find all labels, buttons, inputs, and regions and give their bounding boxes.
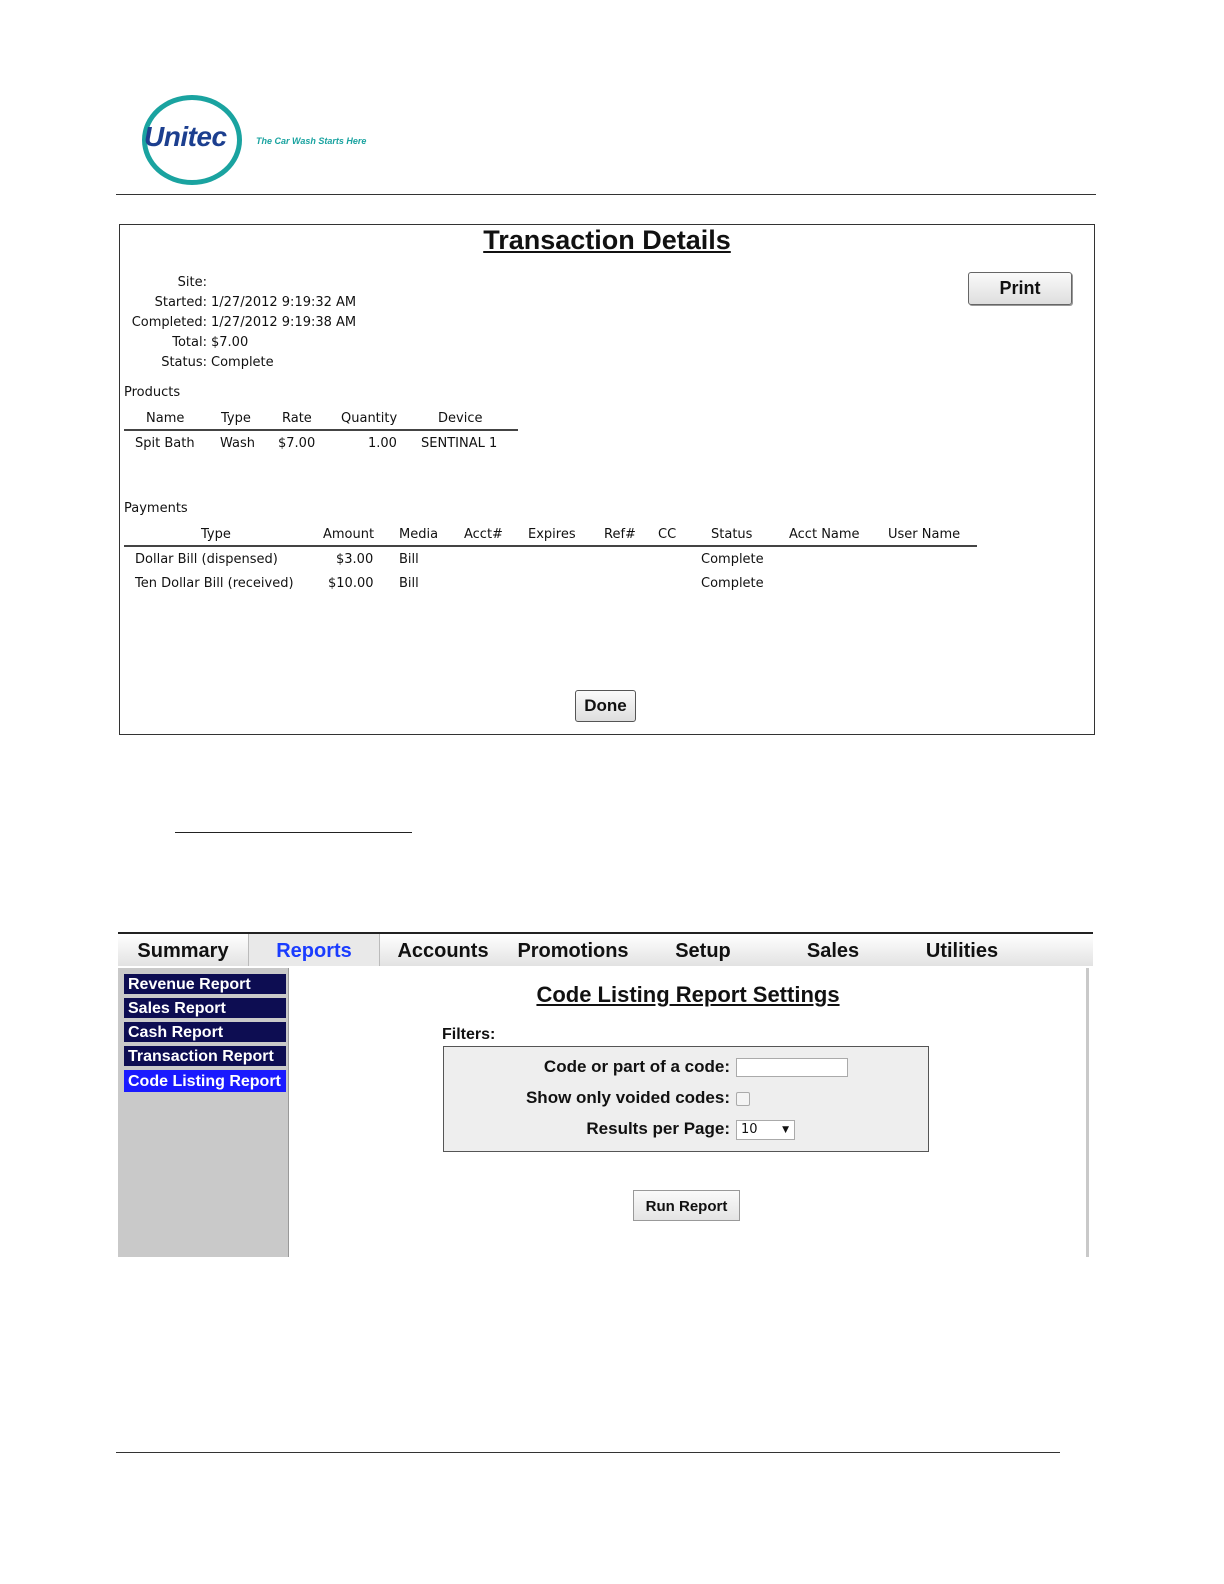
filters-label: Filters: [442,1026,496,1043]
col-media: Media [399,527,439,542]
tab-sales[interactable]: Sales [806,940,860,962]
payments-table [124,525,977,595]
payment-type: Dollar Bill (dispensed) [135,552,278,567]
col-quantity: Quantity [341,411,398,426]
dropdown-arrow-icon: ▼ [782,1125,789,1135]
col-status: Status [711,527,753,542]
results-value: 10 [741,1122,758,1137]
tab-promotions[interactable]: Promotions [517,940,629,962]
col-type: Type [201,527,231,542]
payment-type: Ten Dollar Bill (received) [135,576,294,591]
status-row [120,353,356,373]
report-settings-title: Code Listing Report Settings [536,982,840,1007]
total-value: $7.00 [211,335,249,350]
payment-amount: $10.00 [328,576,374,591]
tab-accounts[interactable]: Accounts [397,940,489,962]
sidebar-item-sales-report[interactable]: Sales Report [124,998,286,1020]
tab-summary[interactable]: Summary [137,940,229,962]
transaction-summary [120,273,356,373]
site-label: Site: [177,275,207,290]
sidebar-item-code-listing-report[interactable]: Code Listing Report [124,1070,286,1094]
table-row [124,431,518,455]
voided-label: Show only voided codes: [525,1088,730,1107]
status-value: Complete [211,355,274,370]
transaction-title: Transaction Details [483,225,731,255]
product-type: Wash [220,436,256,451]
results-per-page-select[interactable] [736,1120,795,1140]
products-table [124,409,518,455]
sidebar-item-cash-report[interactable]: Cash Report [124,1022,286,1044]
tab-utilities[interactable]: Utilities [925,940,999,962]
products-header [124,409,518,431]
header-divider [116,194,1096,195]
col-expires: Expires [528,527,576,542]
table-row [124,571,977,595]
col-ref: Ref# [604,527,636,542]
main-nav [118,932,1093,966]
site-row [120,273,356,293]
done-button[interactable]: Done [575,690,636,722]
completed-value: 1/27/2012 9:19:38 AM [211,315,357,330]
reports-sidebar [118,968,289,1257]
col-type: Type [221,411,251,426]
completed-label: Completed: [131,315,207,330]
col-user-name: User Name [888,527,961,542]
col-cc: CC [658,527,677,542]
col-device: Device [438,411,483,426]
section-underline [175,832,412,833]
payment-status: Complete [701,552,764,567]
filters-box [443,1046,929,1152]
col-name: Name [146,411,185,426]
logo-wordmark: Unitec [144,121,227,152]
col-acct: Acct# [464,527,503,542]
sidebar-item-transaction-report[interactable]: Transaction Report [124,1046,286,1068]
status-label: Status: [161,355,207,370]
code-label: Code or part of a code: [543,1057,730,1076]
code-listing-screenshot [118,932,1093,1257]
col-amount: Amount [323,527,375,542]
product-device: SENTINAL 1 [421,436,498,451]
payment-amount: $3.00 [336,552,374,567]
table-row [124,547,977,571]
payment-media: Bill [399,576,419,591]
product-rate: $7.00 [278,436,316,451]
products-label: Products [124,385,181,400]
tab-reports[interactable]: Reports [248,934,380,966]
run-report-button[interactable]: Run Report [633,1190,740,1221]
product-name: Spit Bath [135,436,195,451]
footer-divider [116,1452,1060,1453]
payment-status: Complete [701,576,764,591]
started-label: Started: [154,295,207,310]
completed-row [120,313,356,333]
sidebar-item-revenue-report[interactable]: Revenue Report [124,974,286,996]
started-row [120,293,356,313]
col-rate: Rate [282,411,312,426]
col-acct-name: Acct Name [789,527,860,542]
payments-label: Payments [124,501,188,516]
report-settings-panel [290,968,1089,1257]
total-row [120,333,356,353]
results-label: Results per Page: [586,1119,730,1138]
started-value: 1/27/2012 9:19:32 AM [211,295,357,310]
print-button[interactable]: Print [968,272,1072,305]
tab-setup[interactable]: Setup [675,940,731,962]
unitec-logo [142,95,242,185]
total-label: Total: [172,335,207,350]
payments-header [124,525,977,547]
transaction-details-panel [119,224,1095,735]
product-quantity: 1.00 [368,436,397,451]
payment-media: Bill [399,552,419,567]
logo-tagline: The Car Wash Starts Here [256,136,367,146]
code-input[interactable] [736,1058,848,1077]
voided-checkbox[interactable] [736,1092,750,1106]
